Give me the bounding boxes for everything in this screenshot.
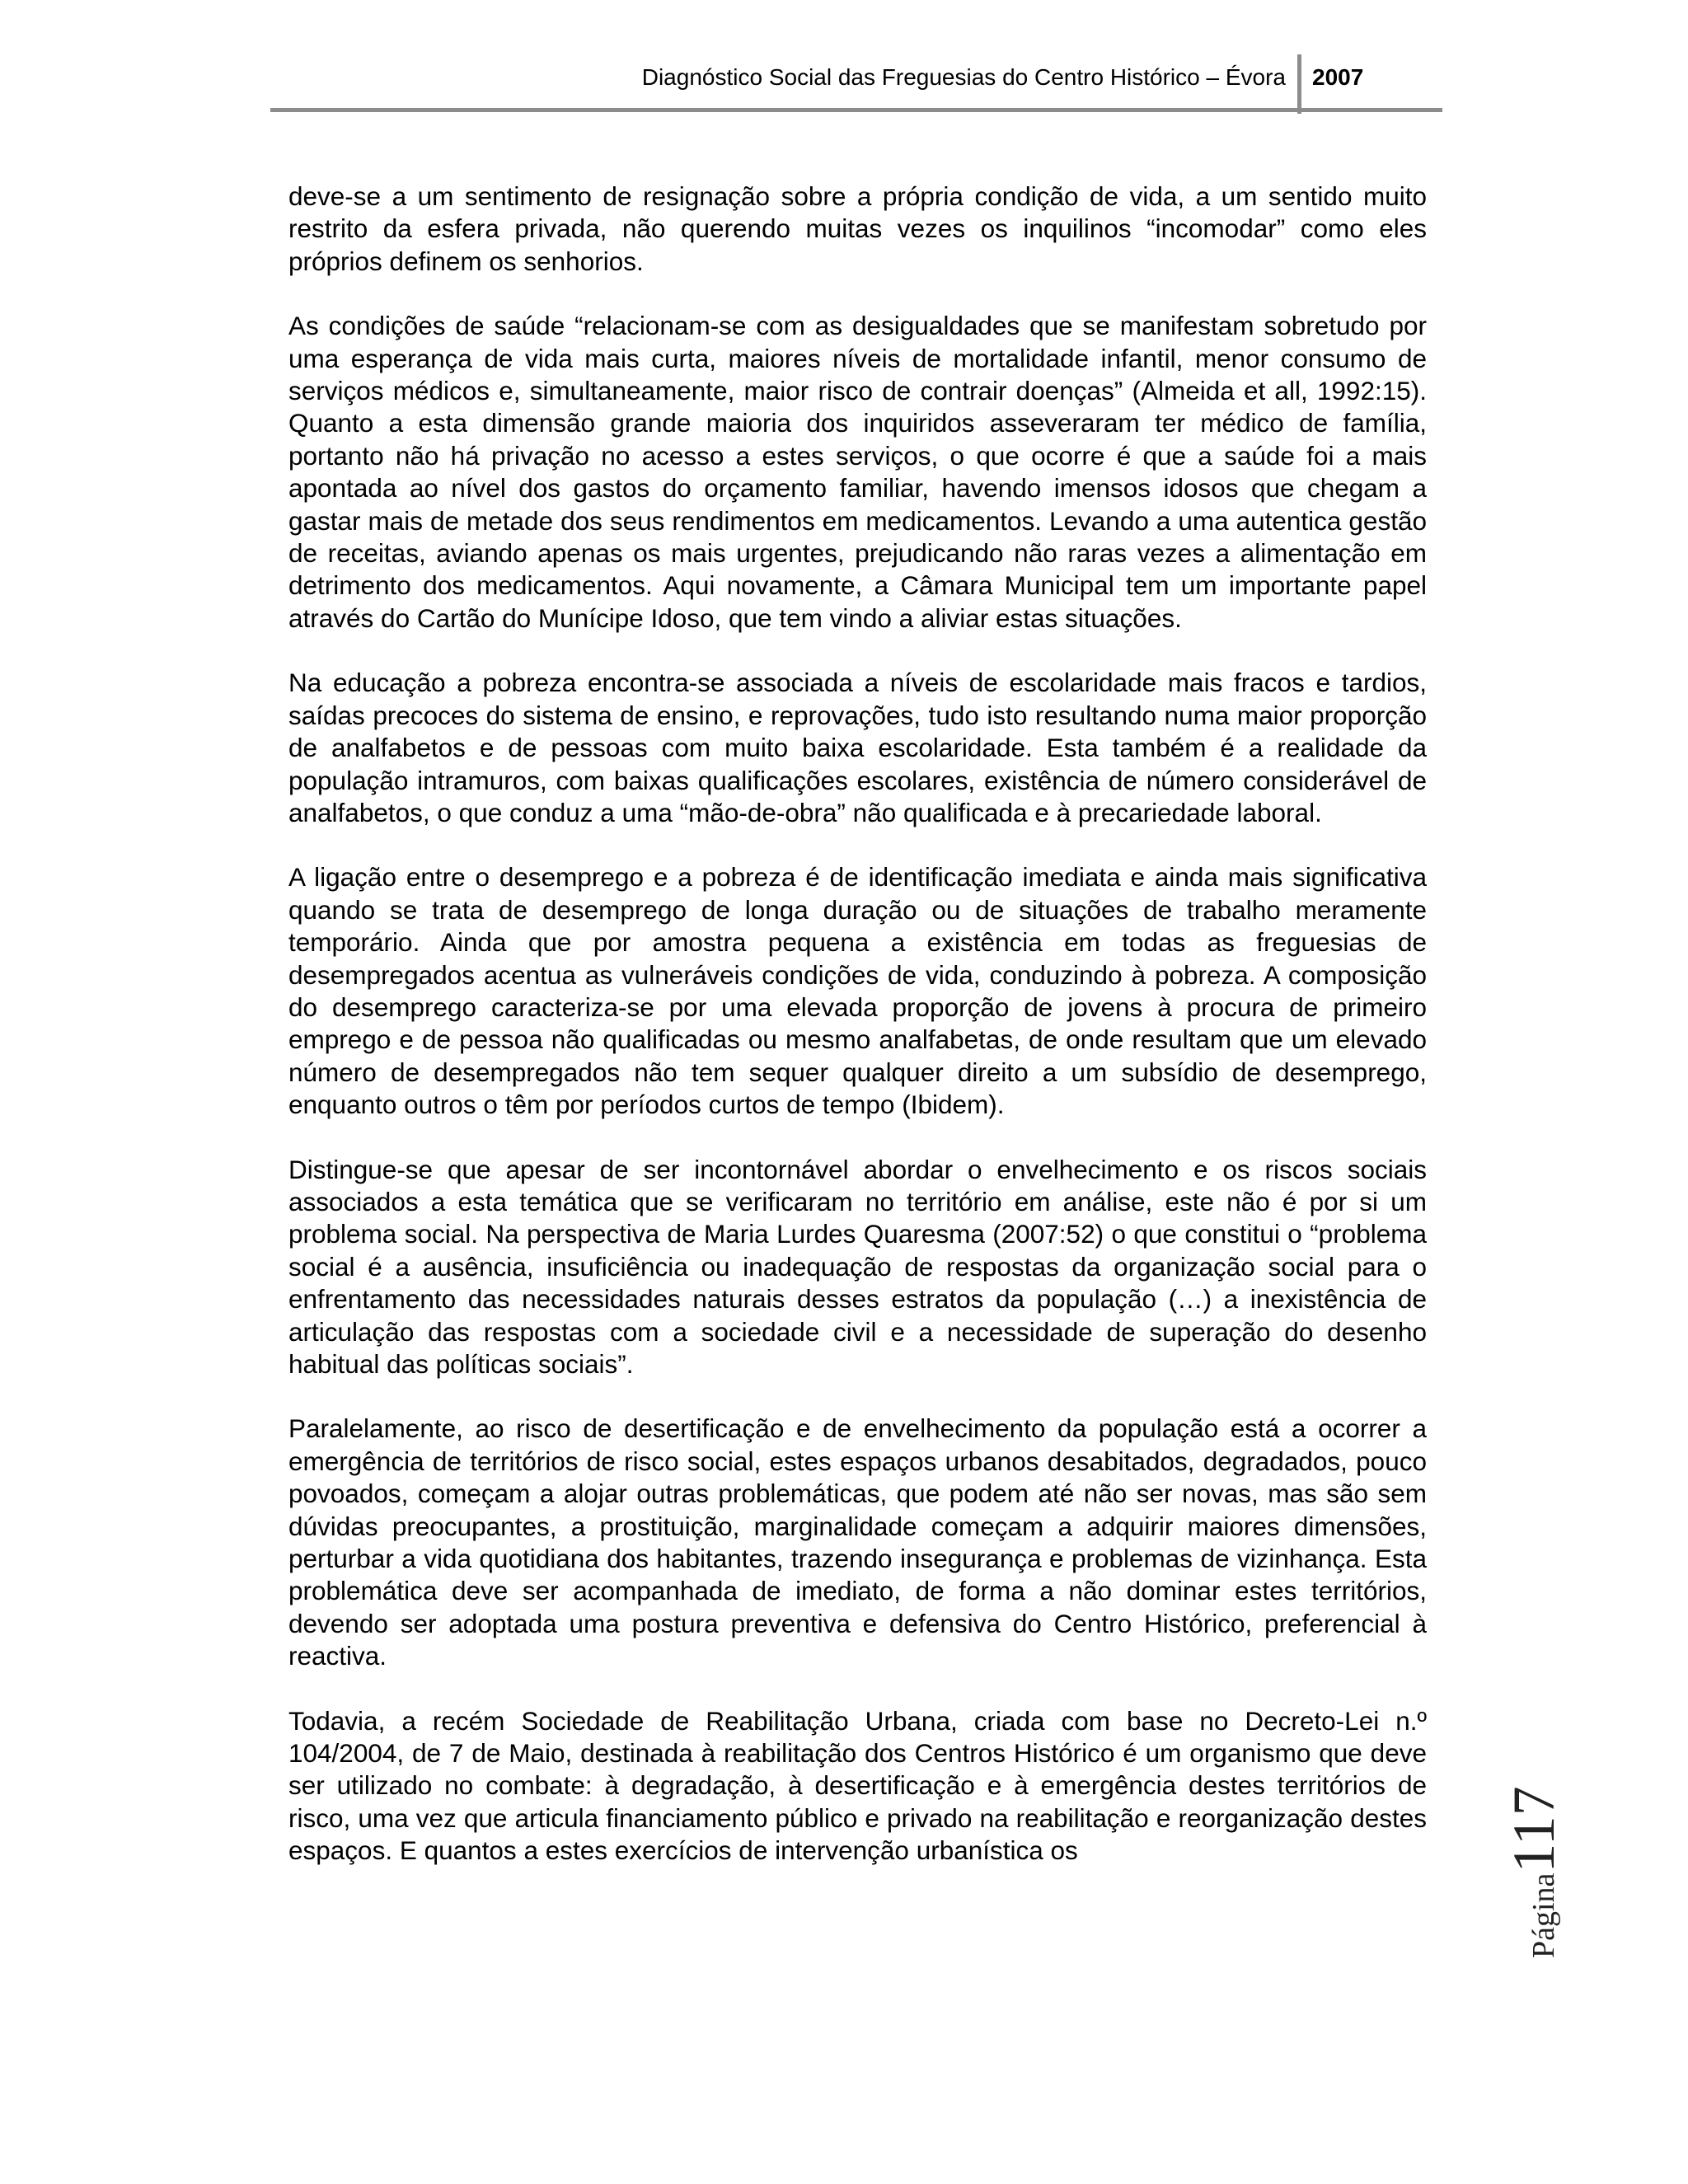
- document-year: 2007: [1312, 64, 1364, 90]
- paragraph-health: As condições de saúde “relacionam-se com as desigualdades que se manifestam sobretudo por uma esperança de vida mais curta, maiores níveis de mortalidade infantil, menor consumo de serviços médicos e, simultaneamente, maior risco de contrair doenças” (Almeida et all, 1992:15). Quanto a esta dimensão grande maioria dos inquiridos asseveraram ter médico de família, portanto não há privação no acesso a estes serviços, o que ocorre é que a saúde foi a mais apontada ao nível dos gastos do orçamento familiar, havendo imensos idosos que chegam a gastar mais de metade dos seus rendimentos em medicamentos. Levando a uma autentica gestão de receitas, aviando apenas os mais urgentes, prejudicando não raras vezes a alimentação em detrimento dos medicamentos. Aqui novamente, a Câmara Municipal tem um importante papel através do Cartão do Munícipe Idoso, que tem vindo a aliviar estas situações.: [288, 311, 1427, 633]
- header-rule: [270, 108, 1442, 112]
- page-number-value: 117: [1501, 1786, 1567, 1873]
- header-divider: [1297, 54, 1301, 114]
- document-body: [288, 180, 1427, 1900]
- paragraph-urban-rehab: Todavia, a recém Sociedade de Reabilitação Urbana, criada com base no Decreto-Lei n.º 104/2004, de 7 de Maio, destinada à reabilitação dos Centros Histórico é um organismo que deve ser utilizado no combate: à degradação, à desertificação e à emergência destes territórios de risco, uma vez que articula financiamento público e privado na reabilitação e reorganização destes espaços. E quantos a estes exercícios de intervenção urbanística os: [288, 1705, 1427, 1866]
- paragraph-unemployment: A ligação entre o desemprego e a pobreza é de identificação imediata e ainda mais significativa quando se trata de desemprego de longa duração ou de situações de trabalho meramente temporário. Ainda que por amostra pequena a existência em todas as freguesias de desempregados acentua as vulneráveis condições de vida, conduzindo à pobreza. A composição do desemprego caracteriza-se por uma elevada proporção de jovens à procura de primeiro emprego e de pessoa não qualificadas ou mesmo analfabetas, de onde resultam que um elevado número de desempregados não tem sequer qualquer direito a um subsídio de desemprego, enquanto outros o têm por períodos curtos de tempo (Ibidem).: [288, 862, 1427, 1120]
- paragraph-social-risk: Paralelamente, ao risco de desertificação e de envelhecimento da população está a ocorrer a emergência de territórios de risco social, estes espaços urbanos desabitados, degradados, pouco povoados, começam a alojar outras problemáticas, que podem até não ser novas, mas são sem dúvidas preocupantes, a prostituição, marginalidade começam a adquirir maiores dimensões, perturbar a vida quotidiana dos habitantes, trazendo insegurança e problemas de vizinhança. Esta problemática deve ser acompanhada de imediato, de forma a não dominar estes territórios, devendo ser adoptada uma postura preventiva e defensiva do Centro Histórico, preferencial à reactiva.: [288, 1413, 1427, 1671]
- page-number-label: Página: [1526, 1872, 1561, 1958]
- page-number: [1500, 1786, 1568, 1958]
- paragraph-aging: Distingue-se que apesar de ser incontornável abordar o envelhecimento e os riscos sociais associados a esta temática que se verificaram no território em análise, este não é por si um problema social. Na perspectiva de Maria Lurdes Quaresma (2007:52) o que constitui o “problema social é a ausência, insuficiência ou inadequação de respostas da organização social para o enfrentamento das necessidades naturais desses estratos da população (…) a inexistência de articulação das respostas com a sociedade civil e a necessidade de superação do desenho habitual das políticas sociais”.: [288, 1154, 1427, 1379]
- paragraph-resignation: deve-se a um sentimento de resignação sobre a própria condição de vida, a um sentido muito restrito da esfera privada, não querendo muitas vezes os inquilinos “incomodar” como eles próprios definem os senhorios.: [288, 181, 1427, 276]
- paragraph-education: Na educação a pobreza encontra-se associada a níveis de escolaridade mais fracos e tardios, saídas precoces do sistema de ensino, e reprovações, tudo isto resultando numa maior proporção de analfabetos e de pessoas com muito baixa escolaridade. Esta também é a realidade da população intramuros, com baixas qualificações escolares, existência de número considerável de analfabetos, o que conduz a uma “mão-de-obra” não qualificada e à precariedade laboral.: [288, 668, 1427, 827]
- document-header-title: Diagnóstico Social das Freguesias do Centro Histórico – Évora: [641, 64, 1286, 90]
